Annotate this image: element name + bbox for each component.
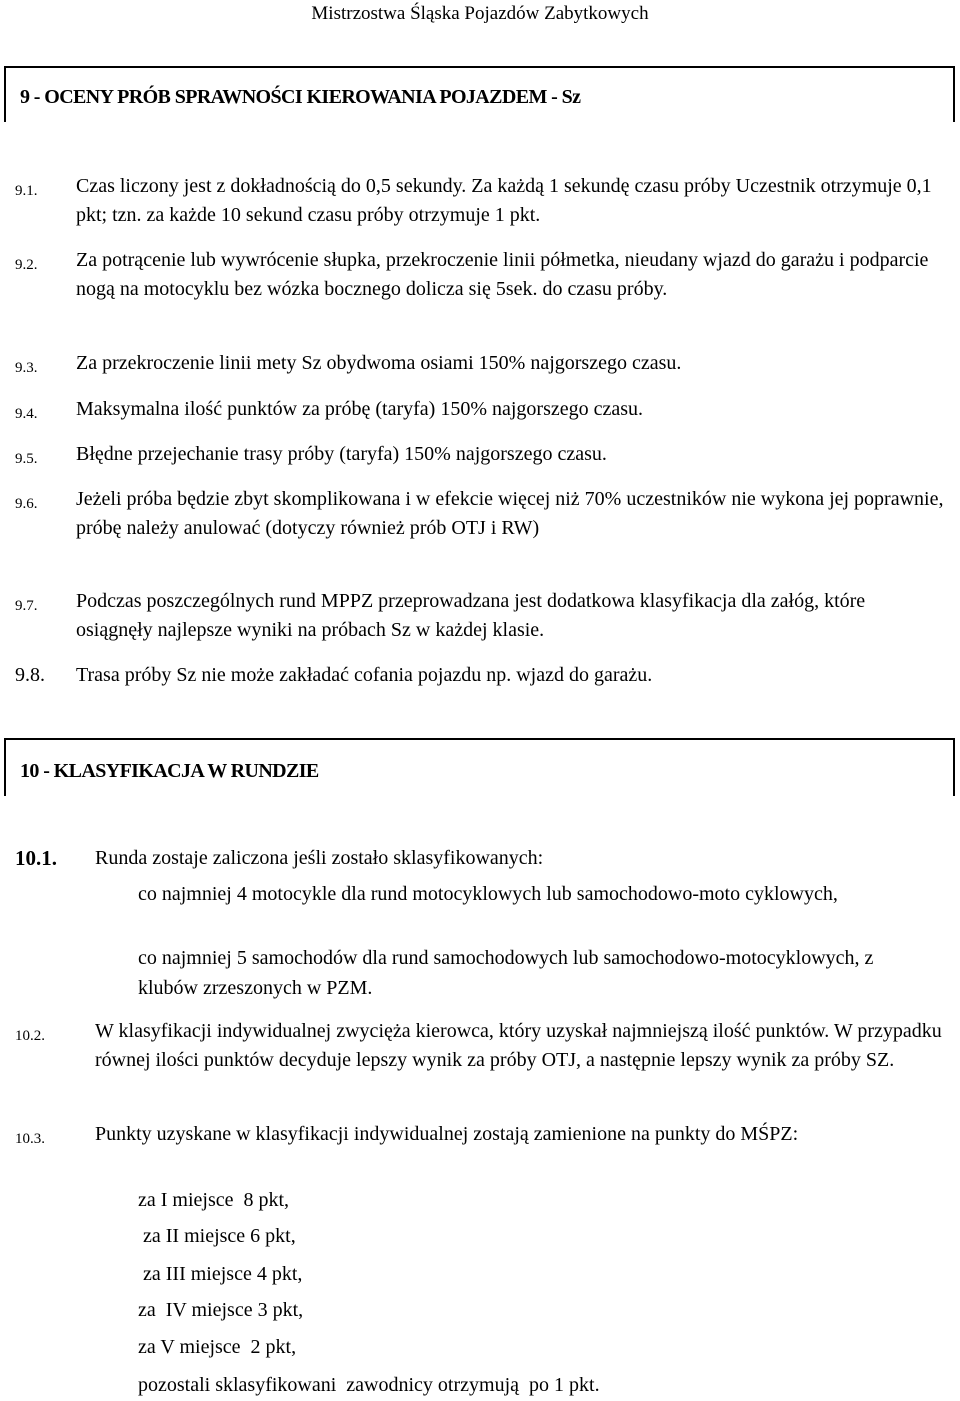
points-line: za V miejsce 2 pkt, [138, 1336, 297, 1358]
item-text: W klasyfikacji indywidualnej zwycięża kierowca, który uzyskał najmniejszą ilość punktów. W przypadku równej ilości punktów decyduje lepszy wynik za próby OTJ, a następnie lepszy wynik za próby SZ. [95, 1020, 942, 1071]
item-text: Trasa próby Sz nie może zakładać cofania pojazdu np. wjazd do garażu. [76, 664, 653, 686]
item-number: 9.1. [15, 183, 38, 199]
item-number: 9.5. [15, 451, 38, 467]
item-number: 9.6. [15, 496, 38, 512]
item-text: Za potrącenie lub wywrócenie słupka, przekroczenie linii półmetka, nieudany wjazd do garażu i podparcie nogą na motocyklu bez wózka bocznego dolicza się 5sek. do czasu próby. [76, 249, 929, 300]
points-line: za III miejsce 4 pkt, [138, 1263, 303, 1285]
points-line: za IV miejsce 3 pkt, [138, 1299, 304, 1321]
item-number: 9.2. [15, 257, 38, 273]
item-number: 9.7. [15, 598, 38, 614]
section-9-title: 9 - OCENY PRÓB SPRAWNOŚCI KIEROWANIA POJAZDEM - Sz [20, 86, 581, 108]
item-text: Za przekroczenie linii mety Sz obydwoma osiami 150% najgorszego czasu. [76, 352, 682, 374]
item-number: 10.3. [15, 1131, 45, 1147]
item-text: Jeżeli próba będzie zbyt skomplikowana i w efekcie więcej niż 70% uczestników nie wykona jej poprawnie, próbę należy anulować (dotyczy również prób OTJ i RW) [76, 488, 944, 539]
section-10-heading-box [4, 738, 955, 796]
item-number: 9.4. [15, 406, 38, 422]
item-number: 9.3. [15, 360, 38, 376]
points-line: pozostali sklasyfikowani zawodnicy otrzymują po 1 pkt. [138, 1374, 600, 1396]
sub-item: co najmniej 4 motocykle dla rund motocyklowych lub samochodowo-moto cyklowych, [138, 883, 838, 905]
item-number: 9.8. [15, 664, 45, 686]
sub-item: co najmniej 5 samochodów dla rund samochodowych lub samochodowo-motocyklowych, z klubów zrzeszonych w PZM. [138, 947, 874, 999]
item-text: Punkty uzyskane w klasyfikacji indywidualnej zostają zamienione na punkty do MŚPZ: [95, 1123, 799, 1145]
section-9-heading-box [4, 66, 955, 122]
item-text: Błędne przejechanie trasy próby (taryfa) 150% najgorszego czasu. [76, 443, 607, 465]
document-header: Mistrzostwa Śląska Pojazdów Zabytkowych [311, 3, 649, 24]
item-text: Maksymalna ilość punktów za próbę (taryfa) 150% najgorszego czasu. [76, 398, 644, 420]
points-line: za I miejsce 8 pkt, [138, 1189, 290, 1211]
points-line: za II miejsce 6 pkt, [138, 1225, 296, 1247]
item-text: Podczas poszczególnych rund MPPZ przeprowadzana jest dodatkowa klasyfikacja dla załóg, które osiągnęły najlepsze wyniki na próbach Sz w każdej klasie. [76, 590, 866, 641]
item-number: 10.2. [15, 1028, 45, 1044]
item-number: 10.1. [15, 846, 57, 870]
section-10-title: 10 - KLASYFIKACJA W RUNDZIE [20, 760, 319, 782]
item-text: Runda zostaje zaliczona jeśli zostało sklasyfikowanych: [95, 847, 544, 869]
item-text: Czas liczony jest z dokładnością do 0,5 sekundy. Za każdą 1 sekundę czasu próby Uczestnik otrzymuje 0,1 pkt; tzn. za każde 10 sekund czasu próby otrzymuje 1 pkt. [76, 175, 932, 226]
